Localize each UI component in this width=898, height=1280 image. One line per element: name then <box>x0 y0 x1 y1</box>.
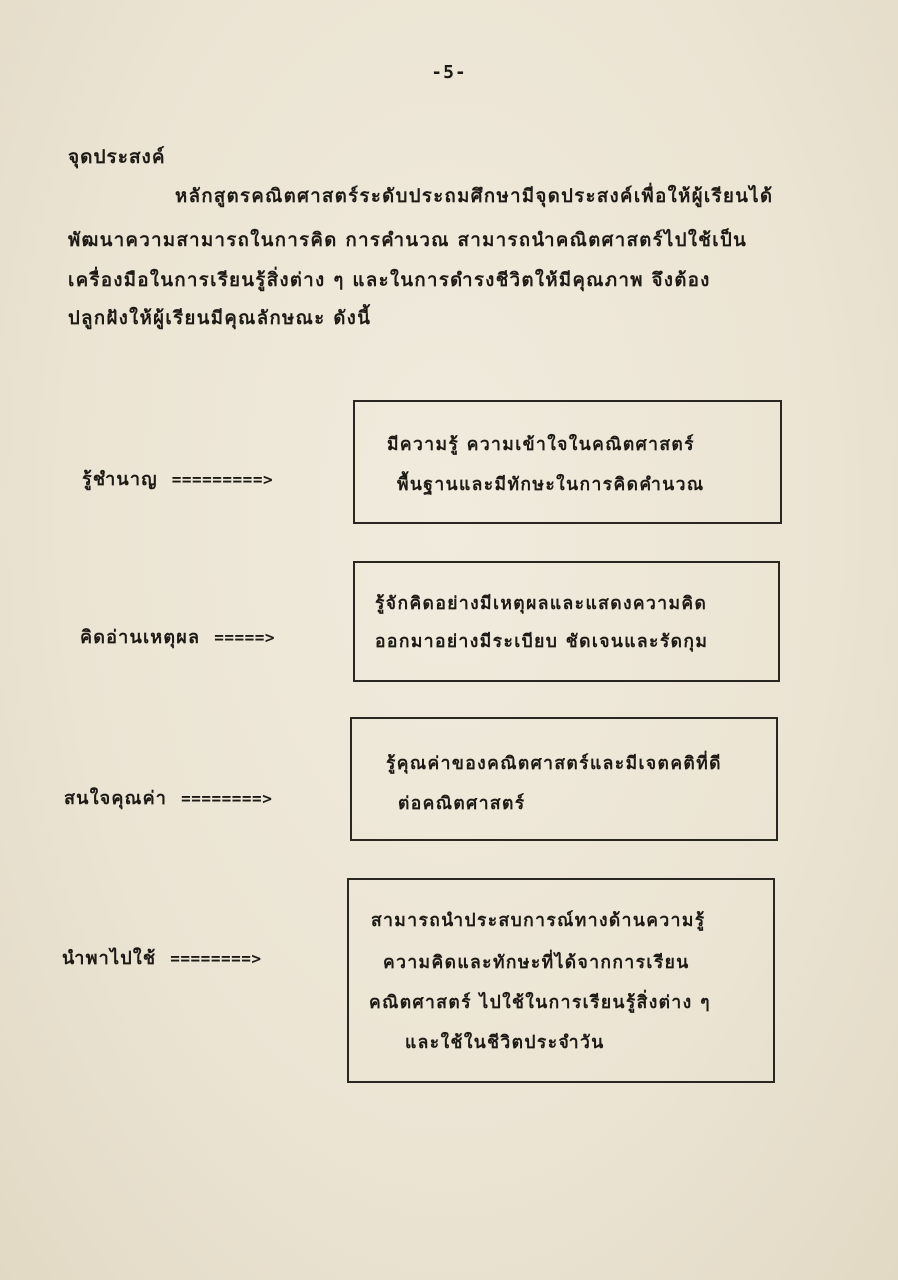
objective-3-line-1: รู้คุณค่าของคณิตศาสตร์และมีเจตคติที่ดี <box>386 754 722 774</box>
objective-4-line-2: ความคิดและทักษะที่ได้จากการเรียน <box>383 953 690 973</box>
arrow-4: ========> <box>170 949 262 968</box>
objective-box-2 <box>353 561 780 682</box>
objective-label-text: สนใจคุณค่า <box>64 788 168 809</box>
arrow-2: =====> <box>214 628 276 647</box>
objective-box-3 <box>350 717 778 841</box>
objective-1-line-1: มีความรู้ ความเข้าใจในคณิตศาสตร์ <box>387 435 695 455</box>
objective-box-4 <box>347 878 775 1083</box>
objective-2-line-2: ออกมาอย่างมีระเบียบ ชัดเจนและรัดกุม <box>375 632 709 652</box>
objective-box-1 <box>353 400 782 524</box>
objective-label-2 <box>80 622 275 651</box>
objective-4-line-3: คณิตศาสตร์ ไปใช้ในการเรียนรู้สิ่งต่าง ๆ <box>369 993 711 1013</box>
objective-label-text: รู้ชำนาญ <box>82 469 158 490</box>
objective-1-line-2: พื้นฐานและมีทักษะในการคิดคำนวณ <box>397 475 705 495</box>
intro-line-4: ปลูกฝังให้ผู้เรียนมีคุณลักษณะ ดังนี้ <box>68 308 372 329</box>
section-heading: จุดประสงค์ <box>68 146 166 168</box>
objective-label-text: คิดอ่านเหตุผล <box>80 627 201 648</box>
objective-label-1 <box>82 464 273 493</box>
objective-label-3 <box>64 783 272 812</box>
objective-3-line-2: ต่อคณิตศาสตร์ <box>398 794 526 814</box>
intro-line-2: พัฒนาความสามารถในการคิด การคำนวณ สามารถนำคณิตศาสตร์ไปใช้เป็น <box>68 230 748 251</box>
objective-2-line-1: รู้จักคิดอย่างมีเหตุผลและแสดงความคิด <box>375 594 708 614</box>
objective-label-4 <box>62 943 261 972</box>
objective-4-line-1: สามารถนำประสบการณ์ทางด้านความรู้ <box>371 911 706 931</box>
intro-line-1: หลักสูตรคณิตศาสตร์ระดับประถมศึกษามีจุดประสงค์เพื่อให้ผู้เรียนได้ <box>175 186 774 207</box>
page-number: -5- <box>431 62 467 83</box>
arrow-3: ========> <box>181 789 273 808</box>
objective-4-line-4: และใช้ในชีวิตประจำวัน <box>405 1033 605 1053</box>
objective-label-text: นำพาไปใช้ <box>62 948 157 969</box>
intro-line-3: เครื่องมือในการเรียนรู้สิ่งต่าง ๆ และในการดำรงชีวิตให้มีคุณภาพ จึงต้อง <box>68 270 711 291</box>
arrow-1: =========> <box>171 470 274 489</box>
